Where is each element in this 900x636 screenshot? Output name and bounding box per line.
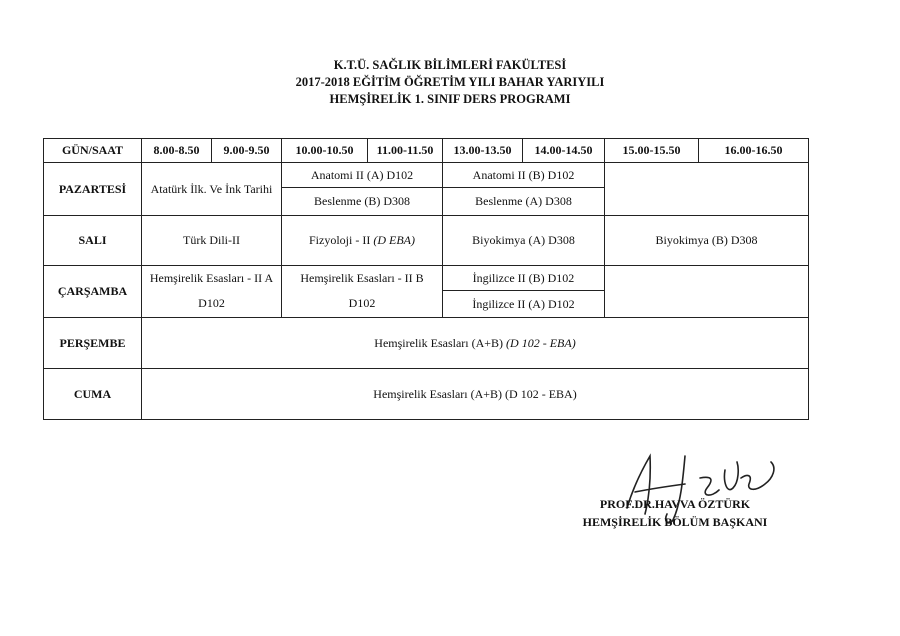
course-text: Hemşirelik Esasları (A+B)	[374, 335, 507, 350]
table-row	[44, 163, 809, 188]
table-row	[44, 266, 809, 291]
day-cell-persembe: PERŞEMBE	[44, 318, 142, 369]
time-slot-header: 10.00-10.50	[282, 139, 368, 163]
course-cell: İngilizce II (B) D102	[443, 266, 605, 291]
time-slot-header: 11.00-11.50	[368, 139, 443, 163]
time-slot-header: 14.00-14.50	[523, 139, 605, 163]
course-cell: Biyokimya (A) D308	[443, 216, 605, 266]
course-room-cell: D102	[142, 291, 282, 318]
faculty-title: K.T.Ü. SAĞLIK BİLİMLERİ FAKÜLTESİ	[333, 58, 567, 72]
empty-cell	[605, 163, 809, 216]
course-room: (D EBA)	[373, 233, 415, 247]
day-cell-cuma: CUMA	[44, 369, 142, 420]
course-room-cell: D102	[282, 291, 443, 318]
program-title: HEMŞİRELİK 1. SINIF DERS PROGRAMI	[329, 92, 571, 106]
course-cell: İngilizce II (A) D102	[443, 291, 605, 318]
table-row	[44, 318, 809, 369]
day-cell-pazartesi: PAZARTESİ	[44, 163, 142, 216]
signature-block	[560, 495, 790, 531]
course-text: Fizyoloji - II	[309, 233, 374, 247]
empty-cell	[605, 266, 809, 318]
time-slot-header: 15.00-15.50	[605, 139, 699, 163]
time-slot-header: 9.00-9.50	[212, 139, 282, 163]
course-room: (D 102 - EBA)	[506, 335, 576, 350]
course-cell: Anatomi II (B) D102	[443, 163, 605, 188]
course-cell: Biyokimya (B) D308	[605, 216, 809, 266]
semester-title: 2017-2018 EĞİTİM ÖĞRETİM YILI BAHAR YARIYILI	[295, 75, 605, 89]
time-slot-header: 8.00-8.50	[142, 139, 212, 163]
time-header-row	[44, 139, 809, 163]
course-cell: Beslenme (B) D308	[282, 188, 443, 216]
course-cell: Beslenme (A) D308	[443, 188, 605, 216]
course-cell: Hemşirelik Esasları (A+B) (D 102 - EBA)	[142, 369, 809, 420]
course-cell	[142, 318, 809, 369]
course-cell: Hemşirelik Esasları - II B	[282, 266, 443, 291]
time-slot-header: 13.00-13.50	[443, 139, 523, 163]
corner-cell: GÜN/SAAT	[44, 139, 142, 163]
table-row	[44, 216, 809, 266]
day-cell-carsamba: ÇARŞAMBA	[44, 266, 142, 318]
document-header	[0, 57, 900, 108]
day-cell-sali: SALI	[44, 216, 142, 266]
course-cell	[282, 216, 443, 266]
schedule-table	[43, 138, 809, 420]
course-cell: Anatomi II (A) D102	[282, 163, 443, 188]
signatory-title: HEMŞİRELİK BÖLÜM BAŞKANI	[582, 515, 768, 529]
course-cell: Hemşirelik Esasları - II A	[142, 266, 282, 291]
signatory-name: PROF.DR.HAVVA ÖZTÜRK	[599, 497, 751, 511]
course-cell: Türk Dili-II	[142, 216, 282, 266]
course-cell: Atatürk İlk. Ve İnk Tarihi	[142, 163, 282, 216]
table-row	[44, 369, 809, 420]
time-slot-header: 16.00-16.50	[699, 139, 809, 163]
